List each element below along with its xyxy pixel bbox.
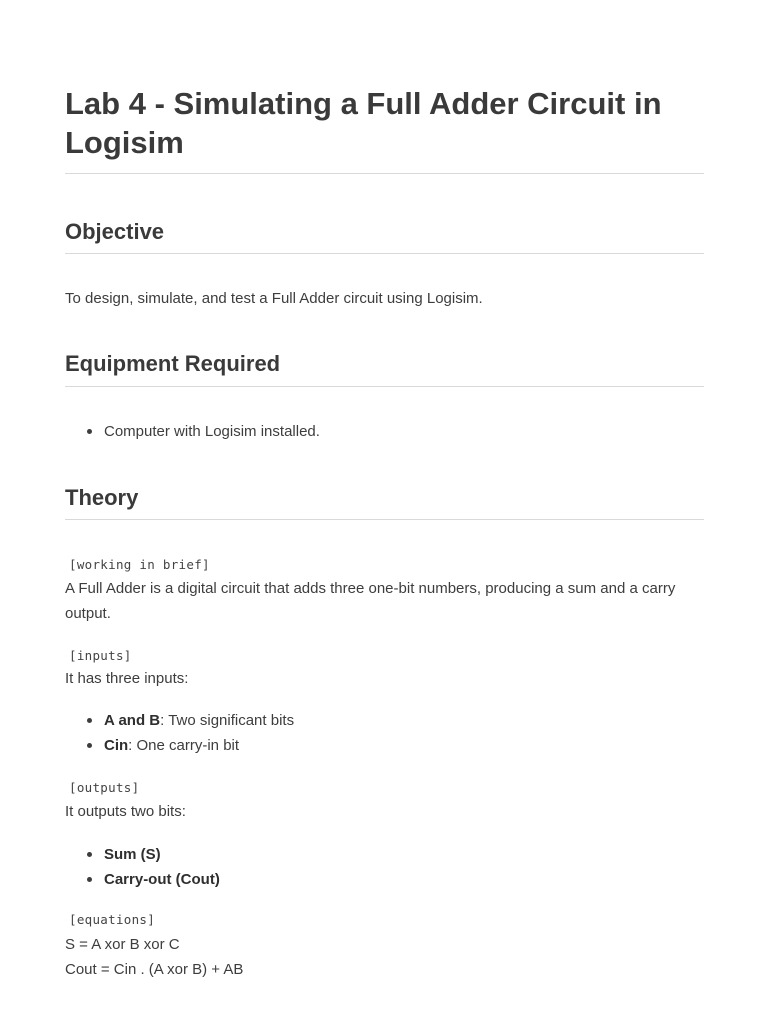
title-divider (65, 173, 704, 174)
output-term: Sum (S) (104, 846, 161, 863)
inputs-tag: [inputs] (69, 648, 132, 663)
input-desc: : One carry-in bit (128, 737, 240, 754)
equation-carry: Cout = Cin . (A xor B) + AB (65, 961, 244, 978)
outputs-tag: [outputs] (69, 780, 140, 795)
list-item (65, 419, 320, 444)
input-term: A and B (104, 712, 161, 729)
output-term: Carry-out (Cout) (104, 871, 220, 888)
objective-divider (65, 253, 704, 254)
input-term: Cin (104, 737, 129, 754)
objective-heading: Objective (65, 219, 165, 244)
page-title: Lab 4 - Simulating a Full Adder Circuit in Logisim (65, 86, 662, 160)
list-item (65, 708, 294, 733)
bullet-icon (87, 852, 92, 857)
objective-text: To design, simulate, and test a Full Adder circuit using Logisim. (65, 290, 483, 307)
list-item (65, 733, 294, 758)
equation-sum: S = A xor B xor C (65, 936, 180, 953)
input-desc: : Two significant bits (160, 712, 295, 729)
equipment-list (65, 419, 320, 444)
equations-tag: [equations] (69, 912, 156, 927)
equipment-item-text: Computer with Logisim installed. (104, 423, 320, 440)
bullet-icon (87, 718, 92, 723)
theory-heading: Theory (65, 485, 139, 510)
equipment-heading: Equipment Required (65, 351, 281, 376)
bullet-icon (87, 743, 92, 748)
list-item (65, 842, 220, 867)
working-text: A Full Adder is a digital circuit that adds three one-bit numbers, producing a sum and a carry output. (65, 580, 676, 622)
theory-divider (65, 519, 704, 520)
list-item (65, 867, 220, 892)
outputs-text: It outputs two bits: (65, 803, 186, 820)
working-tag: [working in brief] (69, 557, 210, 572)
bullet-icon (87, 877, 92, 882)
inputs-list (65, 708, 294, 758)
equipment-divider (65, 386, 704, 387)
outputs-list (65, 842, 220, 892)
bullet-icon (87, 429, 92, 434)
inputs-text: It has three inputs: (65, 670, 189, 687)
